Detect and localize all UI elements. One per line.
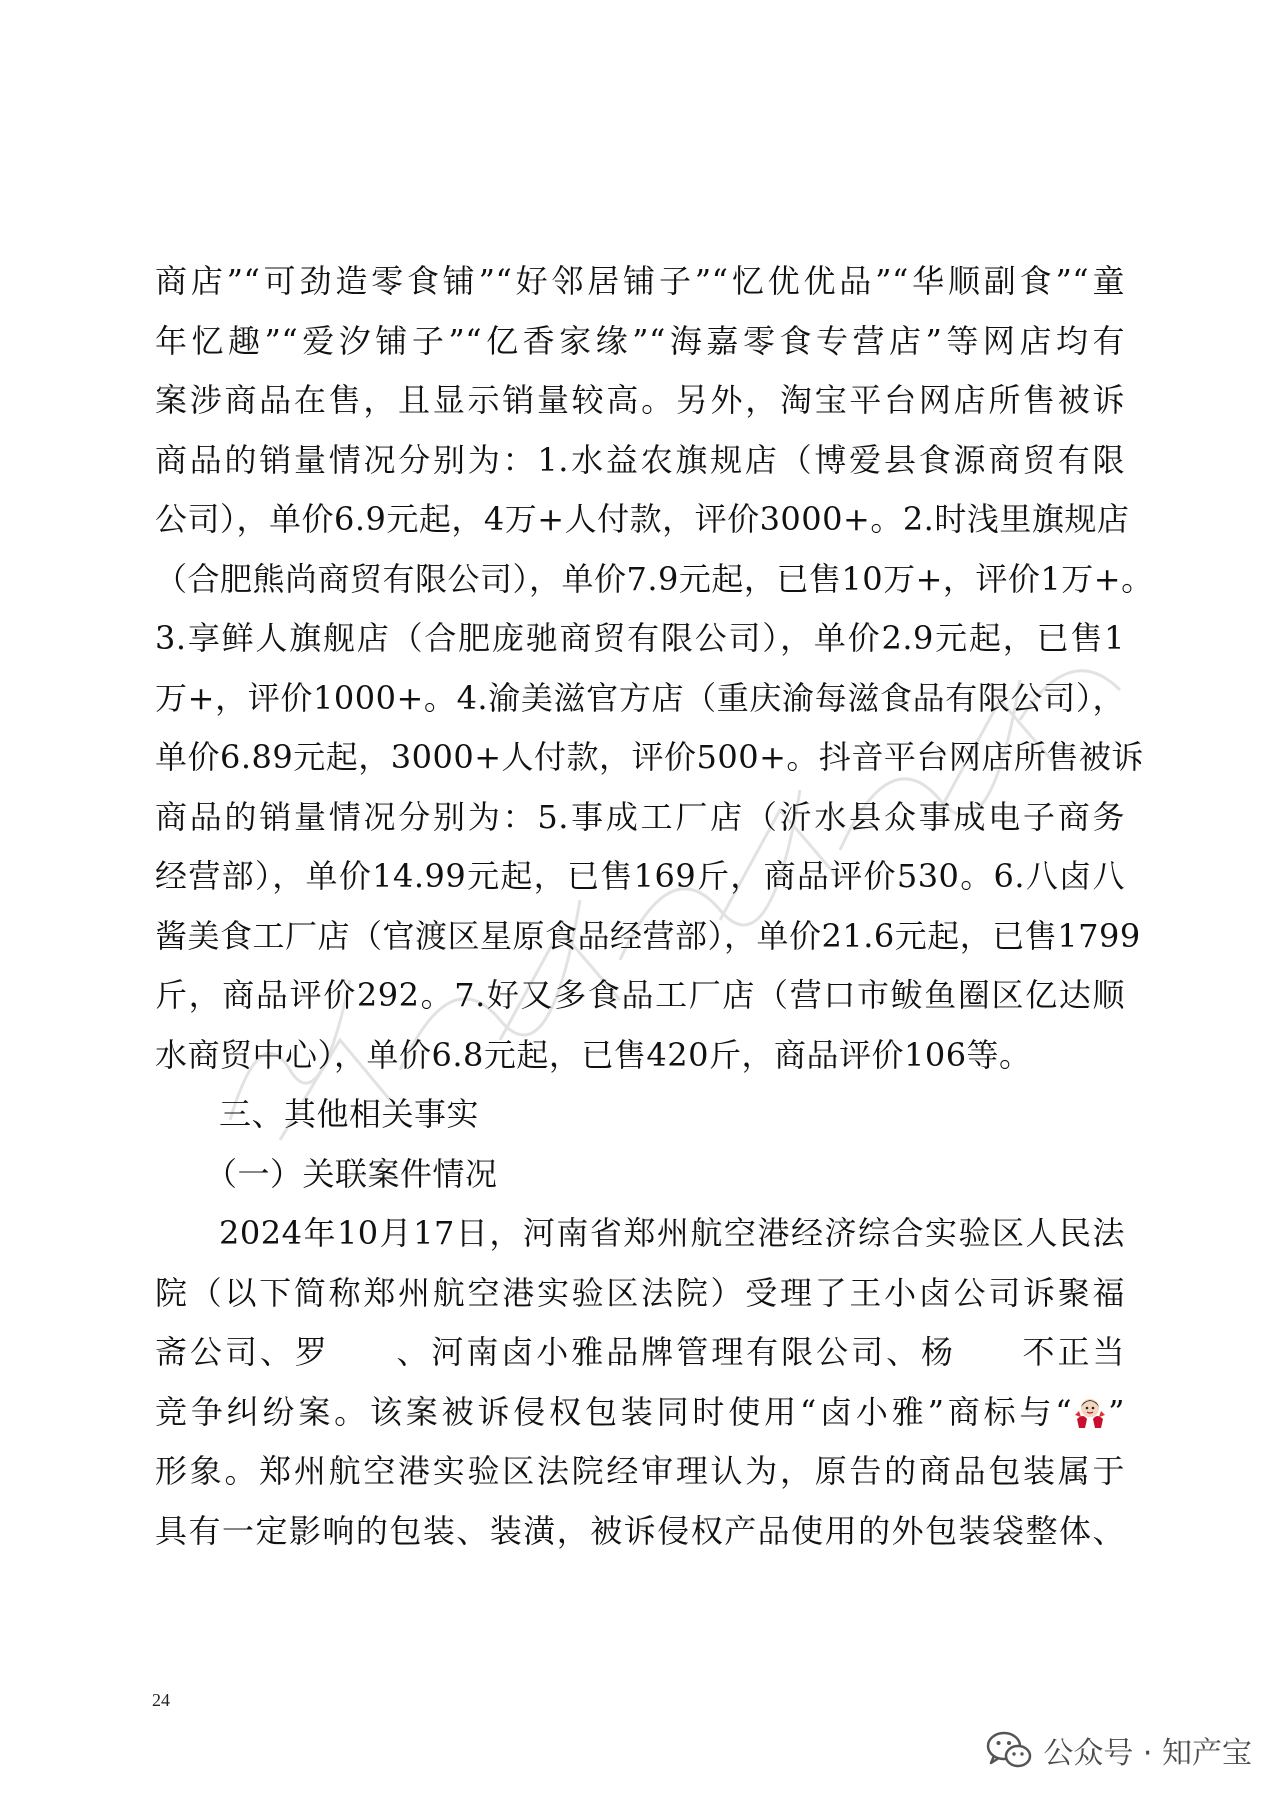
page-number: 24 [152, 1690, 170, 1710]
text-line: 2024年10月17日，河南省郑州航空港经济综合实验区人民法 [219, 1214, 1125, 1252]
text-line: 斤，商品评价292。7.好又多食品工厂店（营口市鲅鱼圈区亿达顺 [155, 976, 1125, 1014]
text-line-redacted [155, 1323, 1125, 1383]
text-line: 商品的销量情况分别为：5.事成工厂店（沂水县众事成电子商务 [155, 797, 1125, 836]
text-line: 案涉商品在售，且显示销量较高。另外，淘宝平台网店所售被诉 [155, 381, 1125, 419]
text-line: 形象。郑州航空港实验区法院经审理认为，原告的商品包装属于 [155, 1452, 1125, 1490]
section-heading: 三、其他相关事实 [219, 1095, 480, 1133]
wechat-icon [985, 1729, 1033, 1771]
text-line: （合肥熊尚商贸有限公司），单价7.9元起，已售10万+，评价1万+。 [155, 559, 1154, 598]
text-line: 商品的销量情况分别为：1.水益农旗规店（博爱县食源商贸有限 [155, 440, 1125, 479]
text-fragment: 斋公司、罗 [155, 1333, 330, 1371]
text-fragment: 、河南卤小雅品牌管理有限公司、杨 [393, 1333, 957, 1371]
text-line: 单价6.89元起，3000+人付款，评价500+。抖音平台网店所售被诉 [155, 738, 1144, 776]
subsection-heading: （一）关联案件情况 [205, 1154, 498, 1193]
text-line: 公司），单价6.9元起，4万+人付款，评价3000+。2.时浅里旗规店 [155, 500, 1130, 538]
text-line: 年忆趣”“爱汐铺子”“亿香家缘”“海嘉零食专营店”等网店均有 [155, 321, 1125, 360]
footer-brand-text: 公众号 · 知产宝 [1043, 1736, 1252, 1771]
text-fragment: ” [1108, 1392, 1125, 1431]
text-line: 万+，评价1000+。4.渝美滋官方店（重庆渝每滋食品有限公司）， [155, 678, 1125, 717]
text-line: 水商贸中心），单价6.8元起，已售420斤，商品评价106等。 [155, 1035, 1032, 1074]
text-line: 具有一定影响的包装、装潢，被诉侵权产品使用的外包装袋整体、 [155, 1511, 1125, 1550]
text-line: 院（以下简称郑州航空港实验区法院）受理了王小卤公司诉聚福 [155, 1273, 1125, 1312]
text-fragment: 不正当 [1020, 1333, 1125, 1371]
text-line: 商店”“可劲造零食铺”“好邻居铺子”“忆优优品”“华顺副食”“童 [155, 262, 1125, 300]
text-line-with-image [155, 1383, 1125, 1443]
footer-brand [985, 1728, 1252, 1772]
text-line: 3.享鲜人旗舰店（合肥庞驰商贸有限公司），单价2.9元起，已售1 [155, 619, 1125, 657]
text-line: 酱美食工厂店（官渡区星原食品经营部），单价21.6元起，已售1799 [155, 916, 1141, 955]
text-line: 经营部），单价14.99元起，已售169斤，商品评价530。6.八卤八 [155, 857, 1125, 895]
mascot-image-icon [1073, 1395, 1107, 1429]
body-text [155, 252, 1154, 1561]
text-fragment: 竞争纠纷案。该案被诉侵权包装同时使用“卤小雅”商标与“ [155, 1392, 1073, 1431]
